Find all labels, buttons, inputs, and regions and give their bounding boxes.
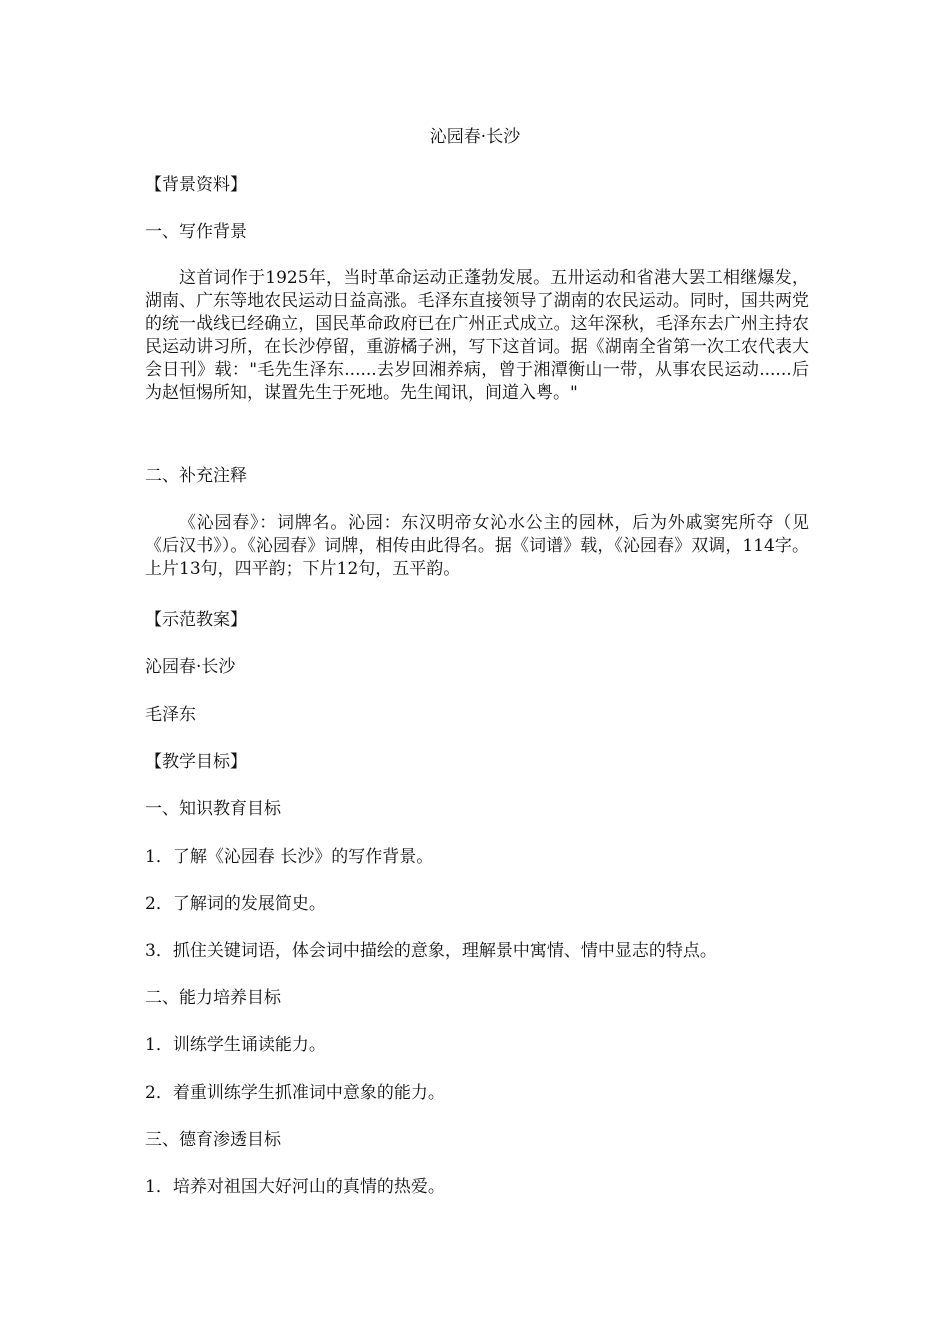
poem-author: 毛泽东: [145, 705, 196, 725]
goal1-heading: 一、知识教育目标: [145, 799, 281, 819]
goal1-item: 2．了解词的发展简史。: [145, 894, 326, 914]
document-title: 沁园春·长沙: [429, 127, 521, 147]
model-plan-heading: 【示范教案】: [145, 610, 247, 630]
section2-heading: 二、补充注释: [145, 466, 247, 486]
section2-paragraph: 《沁园春》：词牌名。沁园：东汉明帝女沁水公主的园林，后为外戚窦宪所夺（见《后汉书》）。《沁园春》词牌，相传由此得名。据《词谱》载，《沁园春》双调，114字。上片13句，四平韵；下片12句，五平韵。: [145, 513, 809, 579]
goal3-heading: 三、德育渗透目标: [145, 1130, 281, 1150]
goal2-item: 1．训练学生诵读能力。: [145, 1035, 326, 1055]
goal3-item: 1．培养对祖国大好河山的真情的热爱。: [145, 1177, 445, 1197]
goal2-item: 2．着重训练学生抓准词中意象的能力。: [145, 1083, 445, 1103]
goal2-heading: 二、能力培养目标: [145, 988, 281, 1008]
goals-heading: 【教学目标】: [145, 752, 247, 772]
goal1-item: 3．抓住关键词语，体会词中描绘的意象，理解景中寓情、情中显志的特点。: [145, 941, 717, 961]
goal1-item: 1．了解《沁园春 长沙》的写作背景。: [145, 847, 434, 867]
section1-paragraph: 这首词作于1925年，当时革命运动正蓬勃发展。五卅运动和省港大罢工相继爆发，湖南、广东等地农民运动日益高涨。毛泽东直接领导了湖南的农民运动。同时，国共两党的统一战线已经确立，国民革命政府已在广州正式成立。这年深秋，毛泽东去广州主持农民运动讲习所，在长沙停留，重游橘子洲，写下这首词。据《湖南全省第一次工农代表大会日刊》载："毛先生泽东......去岁回湘养病，曾于湘潭衡山一带，从事农民运动......后为赵恒惕所知，谋置先生于死地。先生闻讯，间道入粤。": [145, 268, 809, 403]
poem-title: 沁园春·长沙: [145, 657, 236, 677]
background-heading: 【背景资料】: [145, 175, 247, 195]
section1-heading: 一、写作背景: [145, 222, 247, 242]
